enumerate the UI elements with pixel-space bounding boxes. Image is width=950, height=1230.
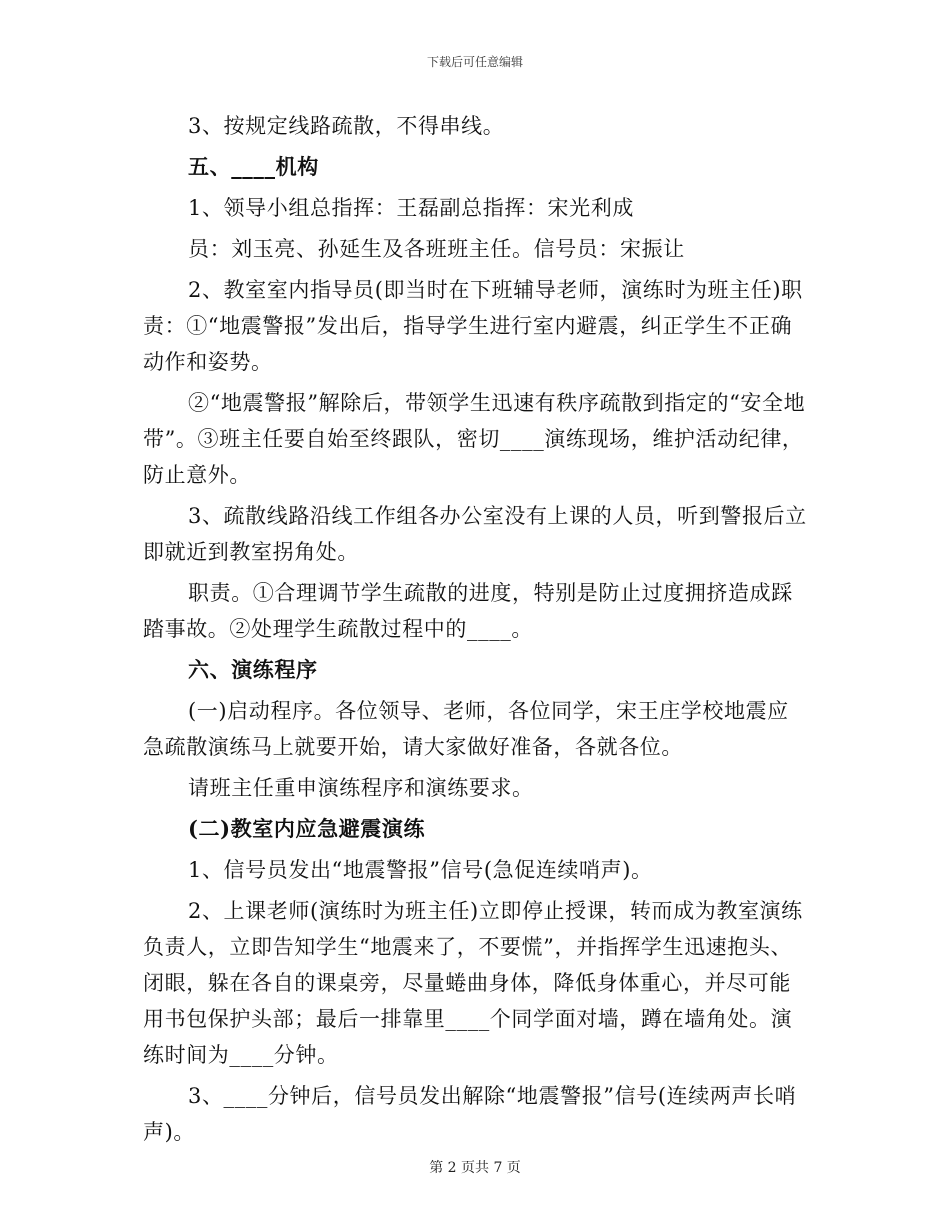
page-header: 下载后可任意编辑 [426,55,523,69]
heading-organization: 五、____机构 [188,154,319,179]
document-body [143,108,808,1150]
paragraph-start-procedure: (一)启动程序。各位领导、老师，各位同学，宋王庄学校地震应急疏散演练马上就要开始，请大家做好准备，各就各位。 [143,699,789,759]
paragraph-route-workgroup: 3、疏散线路沿线工作组各办公室没有上课的人员，听到警报后立即就近到教室拐角处。 [143,504,807,564]
paragraph-members: 员：刘玉亮、孙延生及各班班主任。信号员：宋振让 [188,237,685,261]
paragraph-responsibilities: 职责。①合理调节学生疏散的进度，特别是防止过度拥挤造成踩踏事故。②处理学生疏散过程中的____。 [143,581,793,641]
paragraph-evacuation-route: 3、按规定线路疏散，不得串线。 [188,114,505,138]
paragraph-classroom-guide: 2、教室室内指导员(即当时在下班辅导老师，演练时为班主任)职责：①“地震警报”发出后，指导学生进行室内避震，纠正学生不正确动作和姿势。 [143,278,803,374]
heading-drill-procedure: 六、演练程序 [188,657,318,682]
paragraph-restate-requirements: 请班主任重申演练程序和演练要求。 [188,776,534,800]
paragraph-alarm-release: 3、____分钟后，信号员发出解除“地震警报”信号(连续两声长哨声)。 [143,1084,797,1144]
paragraph-teacher-instructions: 2、上课老师(演练时为班主任)立即停止授课，转而成为教室演练负责人，立即告知学生“地震来了，不要慌”，并指挥学生迅速抱头、闭眼，躲在各自的课桌旁，尽量蜷曲身体，降低身体重心，并尽可能用书包保护头部；最后一排靠里____个同学面对墙，蹲在墙角处。演练时间为____分钟。 [143,899,803,1067]
page-footer: 第 2 页共 7 页 [429,1160,521,1176]
paragraph-leadership-group: 1、领导小组总指挥：王磊副总指挥：宋光利成 [188,196,634,220]
heading-classroom-drill: (二)教室内应急避震演练 [188,816,426,841]
paragraph-alarm-lifted: ②“地震警报”解除后，带领学生迅速有秩序疏散到指定的“安全地带”。③班主任要自始至终跟队，密切____演练现场，维护活动纪律，防止意外。 [143,391,806,487]
paragraph-signal-alarm: 1、信号员发出“地震警报”信号(急促连续哨声)。 [188,858,653,882]
